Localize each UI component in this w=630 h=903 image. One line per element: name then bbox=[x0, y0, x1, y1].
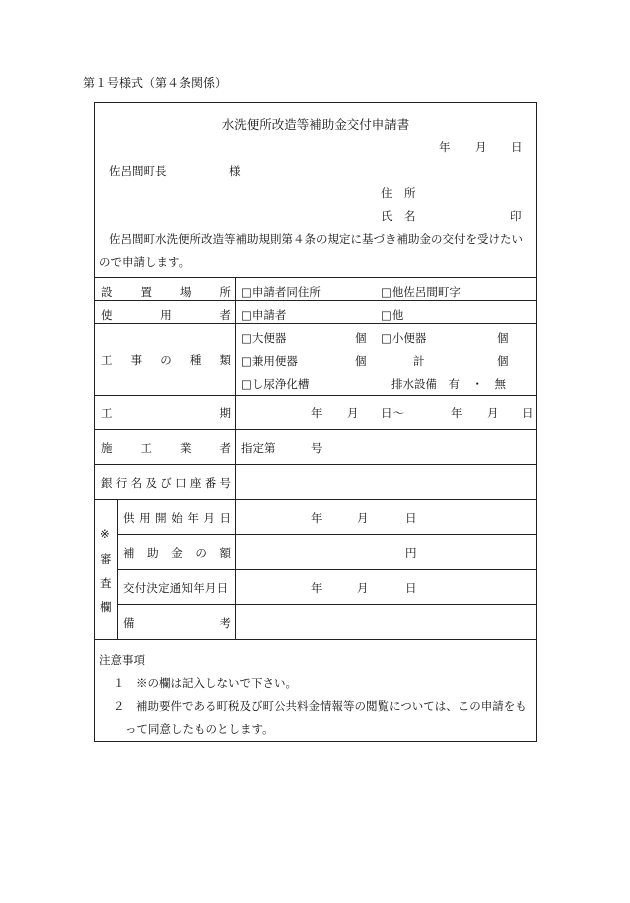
subsidy-amount-unit: 円 bbox=[405, 546, 417, 560]
bank-account-label: 銀 行 名 及 び 口 座 番 号 bbox=[101, 476, 231, 490]
period-end-month: 月 bbox=[487, 406, 499, 420]
remarks-label: 備 考 bbox=[123, 616, 231, 630]
addressee: 佐呂間町長 bbox=[109, 164, 167, 178]
review-side-char: 審 bbox=[100, 552, 112, 566]
row-rule bbox=[95, 395, 536, 396]
note-item-2: ２ 補助要件である町税及び町公共料金情報等の閲覧については、この申請をも bbox=[113, 699, 527, 713]
contractor-number-suffix: 号 bbox=[311, 441, 323, 455]
period-end-year: 年 bbox=[451, 406, 463, 420]
decision-month: 月 bbox=[357, 581, 369, 595]
service-start-month: 月 bbox=[357, 511, 369, 525]
row-rule bbox=[117, 534, 536, 535]
note-item-1: １ ※の欄は記入しないで下さい。 bbox=[113, 676, 297, 690]
form-title: 水洗便所改造等補助金交付申請書 bbox=[221, 117, 410, 132]
row-rule bbox=[95, 464, 536, 465]
location-option-other[interactable]: □他佐呂間町字 bbox=[381, 285, 461, 299]
period-start-month: 月 bbox=[347, 406, 359, 420]
contractor-label: 施 工 業 者 bbox=[101, 441, 231, 455]
drainage-equipment-choice[interactable]: 排水設備 有 ・ 無 bbox=[391, 377, 506, 391]
work-type-label: 工 事 の 種 類 bbox=[101, 353, 231, 367]
work-option-septic-tank[interactable]: □し尿浄化槽 bbox=[241, 377, 310, 391]
review-side-char: 査 bbox=[100, 576, 112, 590]
service-start-year: 年 bbox=[311, 511, 323, 525]
note-item-2-cont: って同意したものとします。 bbox=[125, 722, 274, 736]
user-option-applicant[interactable]: □申請者 bbox=[241, 308, 287, 322]
urinal-unit: 個 bbox=[497, 331, 509, 345]
period-start-year: 年 bbox=[311, 406, 323, 420]
review-mark: ※ bbox=[100, 527, 110, 541]
row-rule bbox=[95, 429, 536, 430]
work-option-large-toilet[interactable]: □大便器 bbox=[241, 331, 287, 345]
subsidy-amount-label: 補 助 金 の 額 bbox=[123, 546, 231, 560]
date-day-label: 日 bbox=[511, 140, 523, 154]
work-period-label: 工 期 bbox=[101, 406, 231, 420]
total-label: 計 bbox=[413, 354, 425, 368]
form-number: 第１号様式（第４条関係） bbox=[83, 76, 228, 90]
service-start-day: 日 bbox=[405, 511, 417, 525]
contractor-designation-label: 指定第 bbox=[241, 441, 276, 455]
work-option-urinal[interactable]: □小便器 bbox=[381, 331, 427, 345]
large-toilet-unit: 個 bbox=[355, 331, 367, 345]
decision-year: 年 bbox=[311, 581, 323, 595]
period-end-day: 日 bbox=[522, 406, 534, 420]
notes-top-rule bbox=[95, 639, 536, 640]
date-month-label: 月 bbox=[475, 140, 487, 154]
location-label: 設 置 場 所 bbox=[101, 285, 231, 299]
name-label: 氏 名 bbox=[381, 209, 416, 223]
service-start-label: 供 用 開 始 年 月 日 bbox=[123, 511, 231, 525]
application-form bbox=[94, 102, 537, 742]
user-label: 使 用 者 bbox=[101, 308, 231, 322]
row-rule bbox=[117, 569, 536, 570]
application-statement: 佐呂間町水洗便所改造等補助規則第４条の規定に基づき補助金の交付を受けたい bbox=[109, 232, 523, 246]
combined-toilet-unit: 個 bbox=[355, 354, 367, 368]
row-rule bbox=[95, 300, 536, 301]
grant-decision-date-label: 交付決定通知年月日 bbox=[123, 581, 229, 595]
period-start-day: 日～ bbox=[381, 406, 404, 420]
application-statement-cont: ので申請します。 bbox=[99, 255, 191, 269]
review-side-char: 欄 bbox=[100, 600, 112, 614]
date-year-label: 年 bbox=[439, 140, 451, 154]
address-label: 住 所 bbox=[381, 186, 416, 200]
label-column-rule bbox=[235, 277, 236, 639]
honorific: 様 bbox=[229, 164, 241, 178]
user-option-other[interactable]: □他 bbox=[381, 308, 404, 322]
review-top-rule bbox=[95, 499, 536, 500]
work-option-combined-toilet[interactable]: □兼用便器 bbox=[241, 354, 298, 368]
decision-day: 日 bbox=[405, 581, 417, 595]
notes-heading: 注意事項 bbox=[99, 653, 145, 667]
table-top-rule bbox=[95, 277, 536, 278]
row-rule bbox=[117, 604, 536, 605]
row-rule bbox=[95, 323, 536, 324]
seal-label: 印 bbox=[510, 209, 522, 223]
review-side-rule bbox=[117, 499, 118, 639]
total-unit: 個 bbox=[497, 354, 509, 368]
location-option-same-address[interactable]: □申請者同住所 bbox=[241, 285, 321, 299]
